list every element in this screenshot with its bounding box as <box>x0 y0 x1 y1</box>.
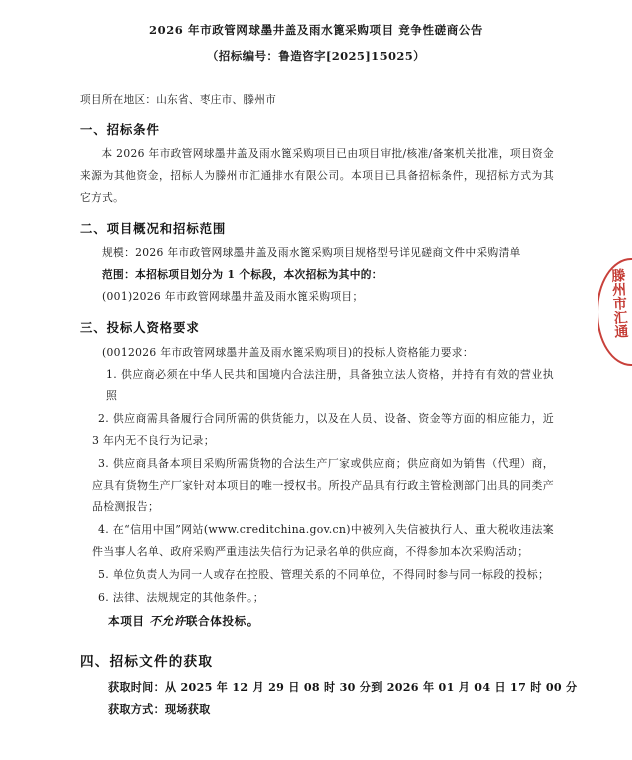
project-scope-line: 范围：本招标项目划分为 1 个标段，本次招标为其中的： <box>102 268 383 282</box>
section-heading-four: 四、招标文件的获取 <box>80 653 214 670</box>
section-heading-one: 一、招标条件 <box>80 121 160 137</box>
document-body <box>0 92 632 722</box>
page-title: 2026 年市政管网球墨井盖及雨水篦采购项目 竞争性磋商公告 <box>148 23 483 37</box>
acquire-time-row <box>80 677 578 699</box>
project-region-line: 项目所在地区：山东省、枣庄市、滕州市 <box>80 93 277 106</box>
consortium-emphasis: 不允许 <box>149 614 186 629</box>
bidder-qualification-intro: (0012026 年市政管网球墨井盖及雨水篦采购项目)的投标人资格能力要求： <box>102 345 474 359</box>
acquire-method-value: 现场获取 <box>164 702 211 716</box>
bid-number-subtitle: （招标编号：鲁造咨字[2025]15025） <box>206 49 426 64</box>
qualification-item-1: 1. 供应商必须在中华人民共和国境内合法注册，具备独立法人资格，并持有有效的营业执照 <box>106 367 554 403</box>
qualification-item-5: 5. 单位负责人为同一人或存在控股、管理关系的不同单位，不得同时参与同一标段的投标； <box>98 567 550 581</box>
qualification-item-4: 4. 在“信用中国”网站(www.creditchina.gov.cn)中被列入失信被执行人、重大税收违法案件当事人名单、政府采购严重违法失信行为记录名单的供应商，不得参加本次采购活动； <box>92 523 554 559</box>
section-heading-three: 三、投标人资格要求 <box>80 320 200 336</box>
qualification-item-2: 2. 供应商需具备履行合同所需的供货能力，以及在人员、设备、资金等方面的相应能力，近 3 年内无不良行为记录； <box>92 412 554 447</box>
seal-text: 滕州市汇通 <box>608 267 629 339</box>
acquire-method-label: 获取方式： <box>108 702 165 716</box>
consortium-suffix: 联合体投标。 <box>185 614 259 629</box>
acquire-time-value: 从 2025 年 12 月 29 日 08 时 30 分到 2026 年 01 月 04 日 17 时 00 分 <box>164 680 578 694</box>
section-one-paragraph: 本 2026 年市政管网球墨井盖及雨水篦采购项目已由项目审批/核准/备案机关批准，项目资金来源为其他资金，招标人为滕州市汇通排水有限公司。本项目已具备招标条件，现招标方式为其它方式。 <box>80 147 554 205</box>
project-scale-line: 规模：2026 年市政管网球墨井盖及雨水篦采购项目规格型号详见磋商文件中采购清单 <box>102 246 521 260</box>
section-heading-two: 二、项目概况和招标范围 <box>80 221 227 237</box>
lot-item-001: (001)2026 年市政管网球墨井盖及雨水篦采购项目； <box>102 290 364 304</box>
acquire-method-row <box>80 699 554 721</box>
acquire-time-label: 获取时间： <box>108 680 165 694</box>
consortium-prefix: 本项目 <box>108 614 150 629</box>
qualification-item-3: 3. 供应商具备本项目采购所需货物的合法生产厂家或供应商；供应商如为销售（代理）商，应具有货物生产厂家针对本项目的唯一授权书。所投产品具有行政主管检测部门出具的同类产品检测报告； <box>92 456 554 514</box>
consortium-statement <box>80 610 554 633</box>
qualification-item-6: 6. 法律、法规规定的其他条件。； <box>98 590 264 604</box>
